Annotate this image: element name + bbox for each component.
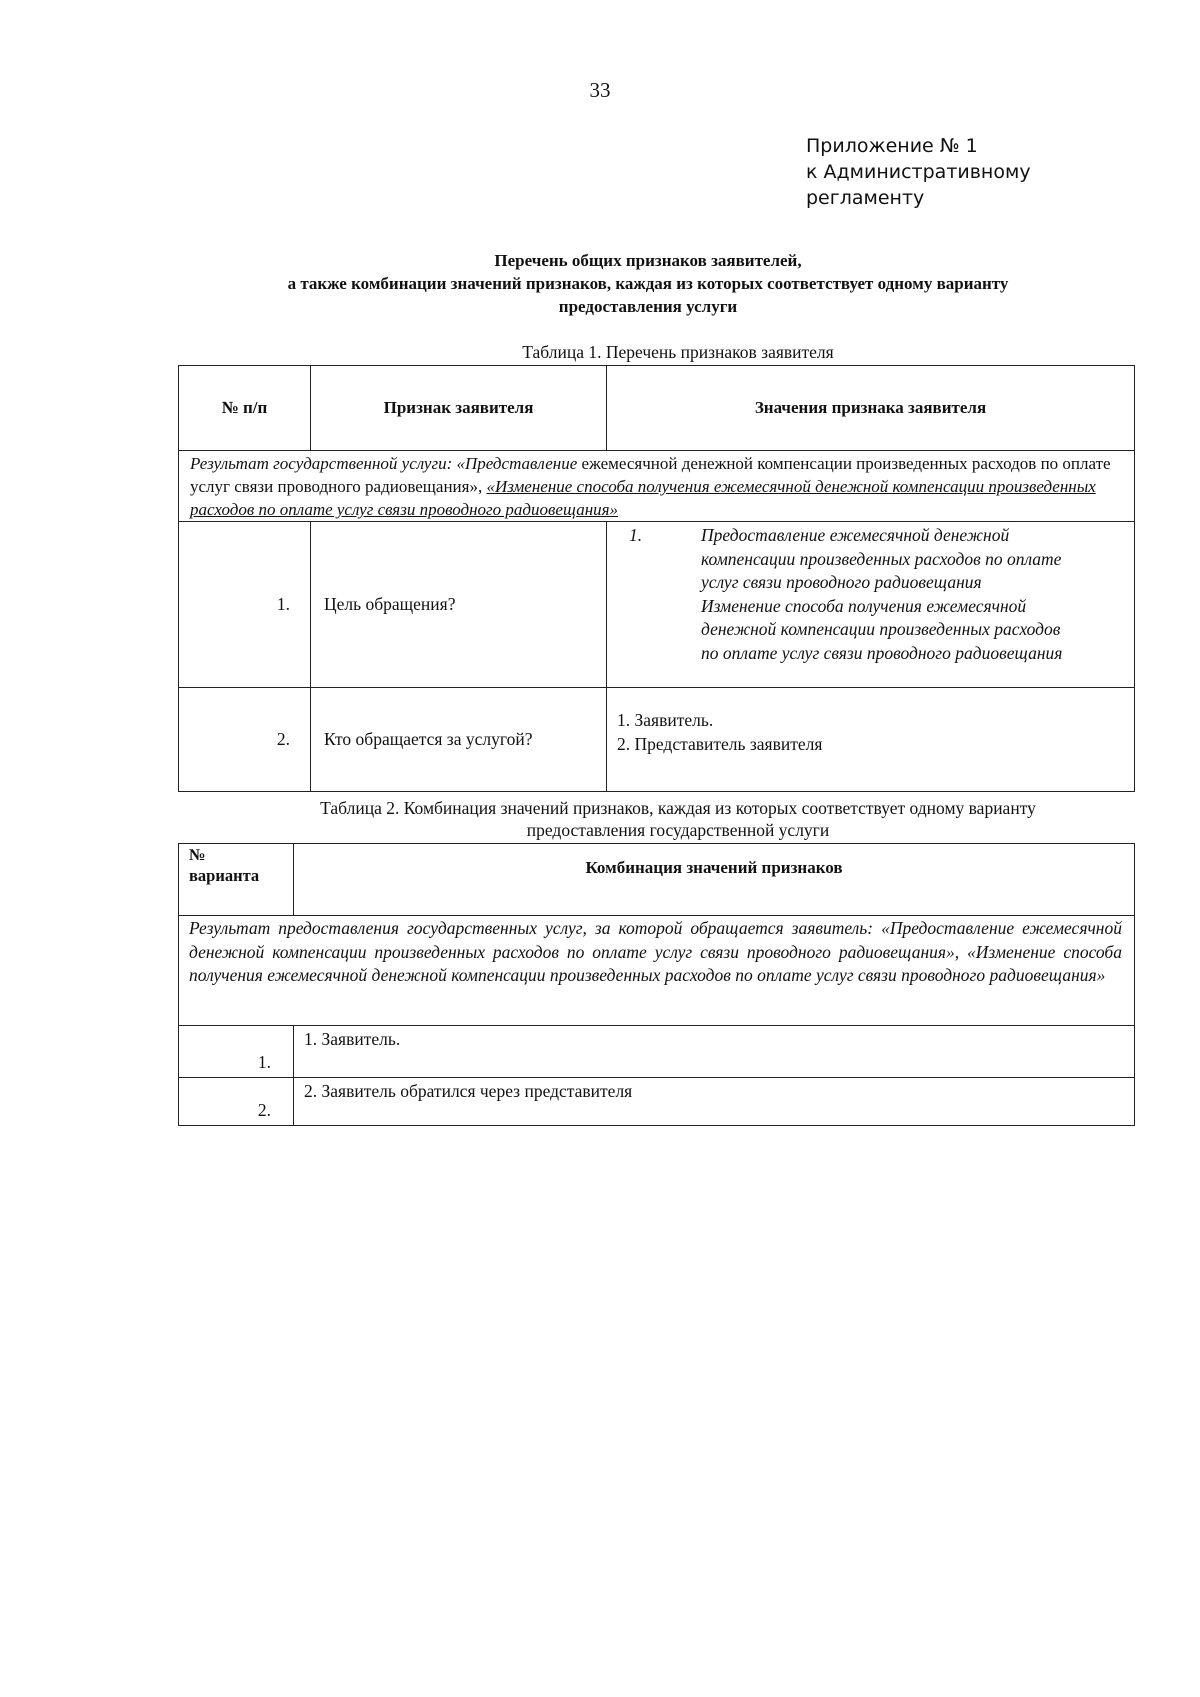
caption-line-2: предоставления государственной услуги: [526, 820, 830, 840]
table2-header-row: [179, 844, 1135, 916]
table2-caption: [178, 797, 1178, 841]
page-number: 33: [589, 78, 611, 102]
header-num: № п/п: [179, 366, 311, 451]
table1-result-row: [179, 451, 1135, 522]
header-num-line-2: варианта: [189, 866, 260, 885]
appendix-line-1: Приложение № 1: [806, 135, 978, 157]
table1-header-row: [179, 366, 1135, 451]
variant-number: 1.: [179, 1026, 294, 1078]
value-line: услуг связи проводного радиовещания: [701, 572, 982, 592]
list-marker: 1.: [629, 525, 643, 545]
result-part-2: ежемесячной денежной компенсации произведенных расходов по оплате услуг связи проводного радиовещания»,: [190, 454, 1111, 496]
title-line-2: а также комбинации значений признаков, каждая из которых соответствует одному варианту: [287, 274, 1009, 293]
header-combination: Комбинация значений признаков: [294, 844, 1135, 916]
row-number: 1.: [179, 522, 311, 688]
appendix-note: [806, 133, 1031, 211]
attribute-combinations-table: [178, 843, 1135, 1126]
value-text: Предоставление ежемесячной денежной: [701, 525, 1010, 545]
document-title: [178, 249, 1118, 318]
title-line-3: предоставления услуги: [558, 297, 738, 316]
value-line: 2. Представитель заявителя: [617, 733, 823, 754]
table-row: [179, 1026, 1135, 1078]
applicant-attributes-table: [178, 365, 1135, 792]
header-variant-num: [179, 844, 294, 916]
result-part-3: «Изменение способа получения ежемесячной денежной компенсации произведенных расходов по оплате услуг связи проводного радиовещания»: [190, 477, 1096, 519]
header-values: Значения признака заявителя: [607, 366, 1135, 451]
row-number: 2.: [179, 688, 311, 792]
variant-number: 2.: [179, 1078, 294, 1126]
variant-value: 2. Заявитель обратился через представителя: [294, 1078, 1135, 1126]
value-line: по оплате услуг связи проводного радиовещания: [701, 642, 1063, 663]
value-line: денежной компенсации произведенных расходов: [701, 619, 1061, 639]
row-attribute: Кто обращается за услугой?: [311, 688, 607, 792]
value-line: Изменение способа получения ежемесячной: [701, 595, 1027, 616]
appendix-line-2: к Административному: [806, 161, 1031, 183]
service-result-cell: [179, 451, 1135, 522]
title-line-1: Перечень общих признаков заявителей,: [494, 251, 802, 270]
value-line: [629, 524, 1124, 548]
variant-value: 1. Заявитель.: [294, 1026, 1135, 1078]
table-row: [179, 1078, 1135, 1126]
value-line: компенсации произведенных расходов по оплате: [701, 548, 1062, 569]
header-num-line-1: №: [189, 845, 206, 864]
value-line: 1. Заявитель.: [617, 710, 714, 730]
table-row: [179, 688, 1135, 792]
result-part-1: Результат государственной услуги: «Представление: [190, 454, 578, 473]
table1-caption: Таблица 1. Перечень признаков заявителя: [522, 342, 834, 362]
header-attribute: Признак заявителя: [311, 366, 607, 451]
service-result-cell: Результат предоставления государственных услуг, за которой обращается заявитель: «Предоставление ежемесячной денежной компенсации произведенных расходов по оплате услуг связи проводного радиовещания», «Изменение способа получения ежемесячной денежной компенсации произведенных расходов по оплате услуг связи проводного радиовещания»: [179, 916, 1135, 1026]
caption-line-1: Таблица 2. Комбинация значений признаков, каждая из которых соответствует одному варианту: [320, 798, 1036, 818]
appendix-line-3: регламенту: [806, 187, 925, 209]
row-attribute: Цель обращения?: [311, 522, 607, 688]
row-values: [607, 522, 1135, 688]
table-row: [179, 522, 1135, 688]
table2-result-row: [179, 916, 1135, 1026]
row-values: [607, 688, 1135, 792]
